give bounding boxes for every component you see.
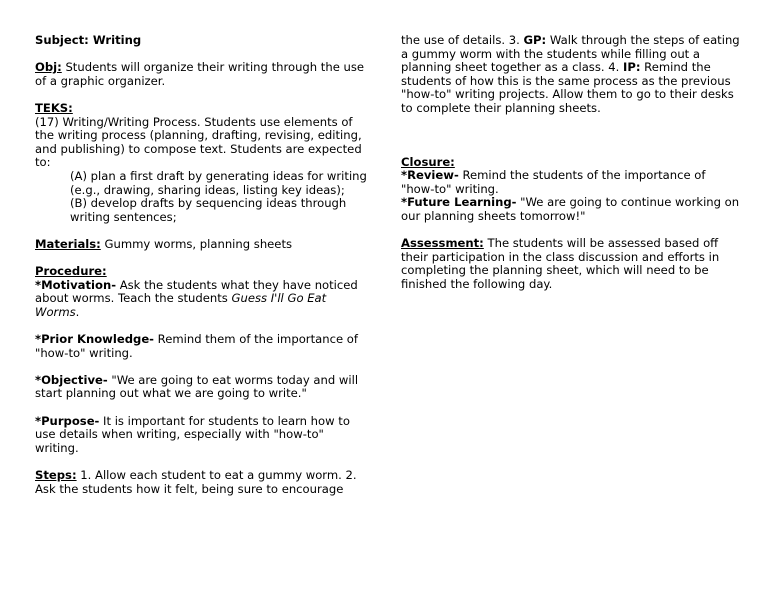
motivation-end: .	[75, 304, 80, 319]
motivation-label: *Motivation-	[35, 277, 117, 292]
materials-paragraph	[35, 238, 370, 252]
review-text: Remind the students of the importance of "how-to" writing.	[401, 168, 706, 196]
subject-heading: Subject: Writing	[35, 33, 142, 47]
closure-label: Closure:	[401, 154, 455, 169]
book-title: Guess I'll Go Eat Worms	[35, 291, 327, 319]
assessment-text: The students will be assessed based off their participation in the class discussion and efforts in completing the planning sheet, which will need to be finished the following day.	[401, 236, 720, 291]
left-column	[35, 34, 370, 496]
objective-text: "We are going to eat worms today and will start planning out what we are going to write."	[35, 372, 359, 401]
steps-label: Steps:	[35, 468, 77, 482]
assessment-paragraph	[401, 237, 741, 291]
future-text: "We are going to continue working on our planning sheets tomorrow!"	[401, 195, 740, 223]
motivation-text: Ask the students what they have noticed about worms. Teach the students	[35, 277, 358, 306]
gp-label: GP:	[523, 33, 547, 47]
obj-text: Students will organize their writing through the use of a graphic organizer.	[35, 60, 365, 88]
review-label: *Review-	[401, 168, 459, 183]
purpose-text: It is important for students to learn how to use details when writing, especially with "how-to" writing.	[35, 413, 350, 455]
steps-continued-paragraph	[401, 34, 741, 116]
motivation-paragraph	[35, 279, 370, 320]
objective-statement-paragraph	[35, 374, 370, 401]
objective-label: *Objective-	[35, 372, 108, 387]
materials-label: Materials:	[35, 236, 101, 251]
ip-label: IP:	[623, 60, 641, 75]
steps-cont-1: the use of details. 3.	[401, 33, 524, 47]
objective-paragraph	[35, 61, 370, 88]
prior-label: *Prior Knowledge-	[35, 332, 154, 347]
steps-paragraph	[35, 469, 370, 496]
teks-item-a: (A) plan a first draft by generating ideas for writing (e.g., drawing, sharing ideas, listing key ideas);	[70, 168, 367, 197]
purpose-paragraph	[35, 415, 370, 456]
steps-text: 1. Allow each student to eat a gummy worm. 2. Ask the students how it felt, being sure to encourage	[35, 468, 357, 496]
future-learning-paragraph	[401, 196, 741, 223]
purpose-label: *Purpose-	[35, 413, 100, 428]
teks-item-b: (B) develop drafts by sequencing ideas through writing sentences;	[70, 196, 347, 224]
review-paragraph	[401, 169, 741, 196]
right-column	[401, 34, 741, 292]
steps-cont-3: Remind the students of how this is the same process as the previous "how-to" writing projects. Allow them to go to their desks to complete their planning sheets.	[401, 60, 734, 115]
prior-text: Remind them of the importance of "how-to" writing.	[35, 332, 358, 360]
procedure-label: Procedure:	[35, 264, 107, 279]
obj-label: Obj:	[35, 60, 62, 75]
assessment-label: Assessment:	[401, 236, 484, 251]
teks-text: (17) Writing/Writing Process. Students use elements of the writing process (planning, drafting, revising, editing, and publishing) to compose text. Students are expected to:	[35, 114, 362, 170]
steps-cont-2: Walk through the steps of eating a gummy worm with the students while filling out a planning sheet together as a class. 4.	[401, 33, 740, 75]
prior-knowledge-paragraph	[35, 333, 370, 360]
future-label: *Future Learning-	[401, 195, 517, 210]
materials-text: Gummy worms, planning sheets	[100, 236, 293, 251]
teks-label: TEKS:	[35, 100, 73, 115]
